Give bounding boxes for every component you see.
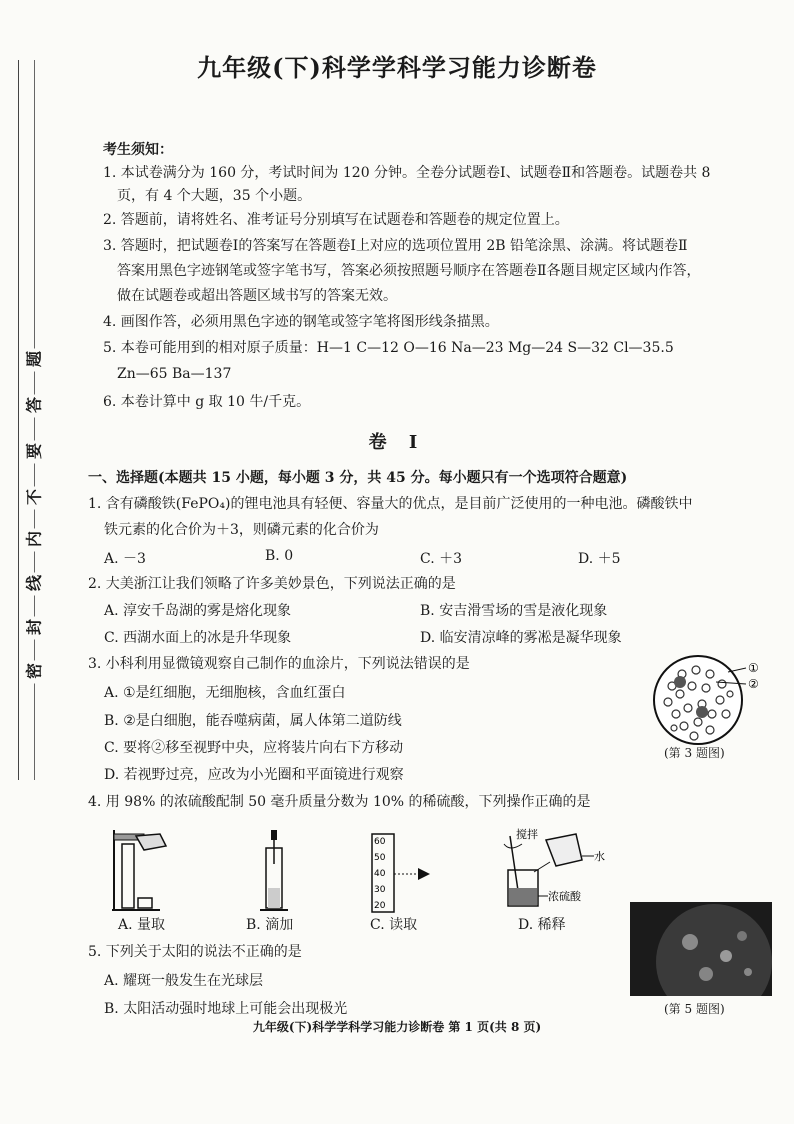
page-title: 九年级(下)科学学科学习能力诊断卷 [197,53,597,82]
notice-line: 页，有 4 个大题，35 个小题。 [117,188,312,204]
option: C. ＋3 [420,551,463,567]
apparatus-d [490,826,620,914]
seal-char: 题 [25,350,42,370]
blood-smear-figure [650,652,770,748]
option: A. 耀斑一般发生在光球层 [104,973,264,989]
notice-heading: 考生须知： [103,142,173,158]
option: A. 淳安千岛湖的雾是熔化现象 [104,603,292,619]
notice-line: 2. 答题前，请将姓名、准考证号分别填写在试题卷和答题卷的规定位置上。 [103,212,569,228]
seal-char: 封 [25,618,42,638]
label-stir: 搅拌 [516,828,538,841]
binding-margin [0,0,48,1124]
tick-label: 60 [374,837,386,847]
option: B. 太阳活动强时地球上可能会出现极光 [104,1001,348,1017]
seal-char: 要 [25,442,42,462]
notice-line: Zn—65 Ba—137 [117,366,232,382]
option: D. 临安清凉峰的雾凇是凝华现象 [420,630,622,646]
apparatus-caption: A. 量取 [118,917,166,933]
fig-label-1: ① [748,661,759,675]
apparatus-caption: B. 滴加 [246,917,294,933]
question-stem: 1. 含有磷酸铁(FePO₄)的锂电池具有轻便、容量大的优点，是目前广泛使用的一种电池。磷酸铁中 [88,496,693,512]
figure-caption: (第 5 题图) [664,1002,725,1016]
figure-caption: (第 3 题图) [664,746,725,760]
tick-label: 40 [374,869,386,879]
question-stem: 铁元素的化合价为＋3，则磷元素的化合价为 [104,522,379,538]
option: C. 西湖水面上的冰是升华现象 [104,630,292,646]
notice-line: 3. 答题时，把试题卷Ⅰ的答案写在答题卷Ⅰ上对应的选项位置用 2B 铅笔涂黑、涂满。将试题卷Ⅱ [103,238,688,254]
fig-label-2: ② [748,677,759,691]
apparatus-b [246,826,306,914]
notice-line: 1. 本试卷满分为 160 分，考试时间为 120 分钟。全卷分试题卷Ⅰ、试题卷Ⅱ和答题卷。试题卷共 8 [103,165,711,181]
seal-char: 答 [25,396,42,416]
option: D. 若视野过亮，应改为小光圈和平面镜进行观察 [104,767,404,783]
apparatus-c [364,830,444,914]
apparatus-a [100,826,180,914]
question-stem: 3. 小科利用显微镜观察自己制作的血涂片，下列说法错误的是 [88,656,470,672]
notice-line: 答案用黑色字迹钢笔或签字笔书写，答案必须按照题号顺序在答题卷Ⅱ各题目规定区域内作答， [117,263,701,279]
tick-label: 20 [374,901,386,911]
question-stem: 5. 下列关于太阳的说法不正确的是 [88,944,302,960]
notice-line: 6. 本卷计算中 g 取 10 牛/千克。 [103,394,311,410]
question-stem: 4. 用 98% 的浓硫酸配制 50 毫升质量分数为 10% 的稀硫酸，下列操作正确的是 [88,794,591,810]
option: A. －3 [104,551,146,567]
apparatus-caption: D. 稀释 [518,917,566,933]
label-water: 水 [594,850,605,863]
tick-label: 30 [374,885,386,895]
seal-char: 不 [25,488,42,508]
option: D. ＋5 [578,551,621,567]
notice-line: 做在试题卷或超出答题区域书写的答案无效。 [117,288,397,304]
option: A. ①是红细胞，无细胞核，含血红蛋白 [104,685,346,701]
question-stem: 2. 大美浙江让我们领略了许多美妙景色，下列说法正确的是 [88,576,456,592]
option: C. 要将②移至视野中央，应将装片向右下方移动 [104,740,404,756]
seal-char: 线 [25,574,42,594]
notice-line: 5. 本卷可能用到的相对原子质量：H—1 C—12 O—16 Na—23 Mg—24 S—32 Cl—35.5 [103,340,674,356]
notice-line: 4. 画图作答，必须用黑色字迹的钢笔或签字笔将图形线条描黑。 [103,314,499,330]
sun-photo [630,902,772,996]
option: B. 安吉滑雪场的雪是液化现象 [420,603,608,619]
section-intro: 一、选择题(本题共 15 小题，每小题 3 分，共 45 分。每小题只有一个选项符合题意) [88,470,628,486]
binding-line [18,60,19,780]
option: B. 0 [265,548,294,564]
section-title: 卷 Ⅰ [368,432,426,453]
label-acid: 浓硫酸 [548,890,581,903]
option: B. ②是白细胞，能吞噬病菌，属人体第二道防线 [104,713,402,729]
apparatus-caption: C. 读取 [370,917,418,933]
page-footer: 九年级(下)科学学科学习能力诊断卷 第 1 页(共 8 页) [252,1020,542,1034]
tick-label: 50 [374,853,386,863]
seal-char: 内 [25,530,42,550]
seal-char: 密 [25,662,42,682]
